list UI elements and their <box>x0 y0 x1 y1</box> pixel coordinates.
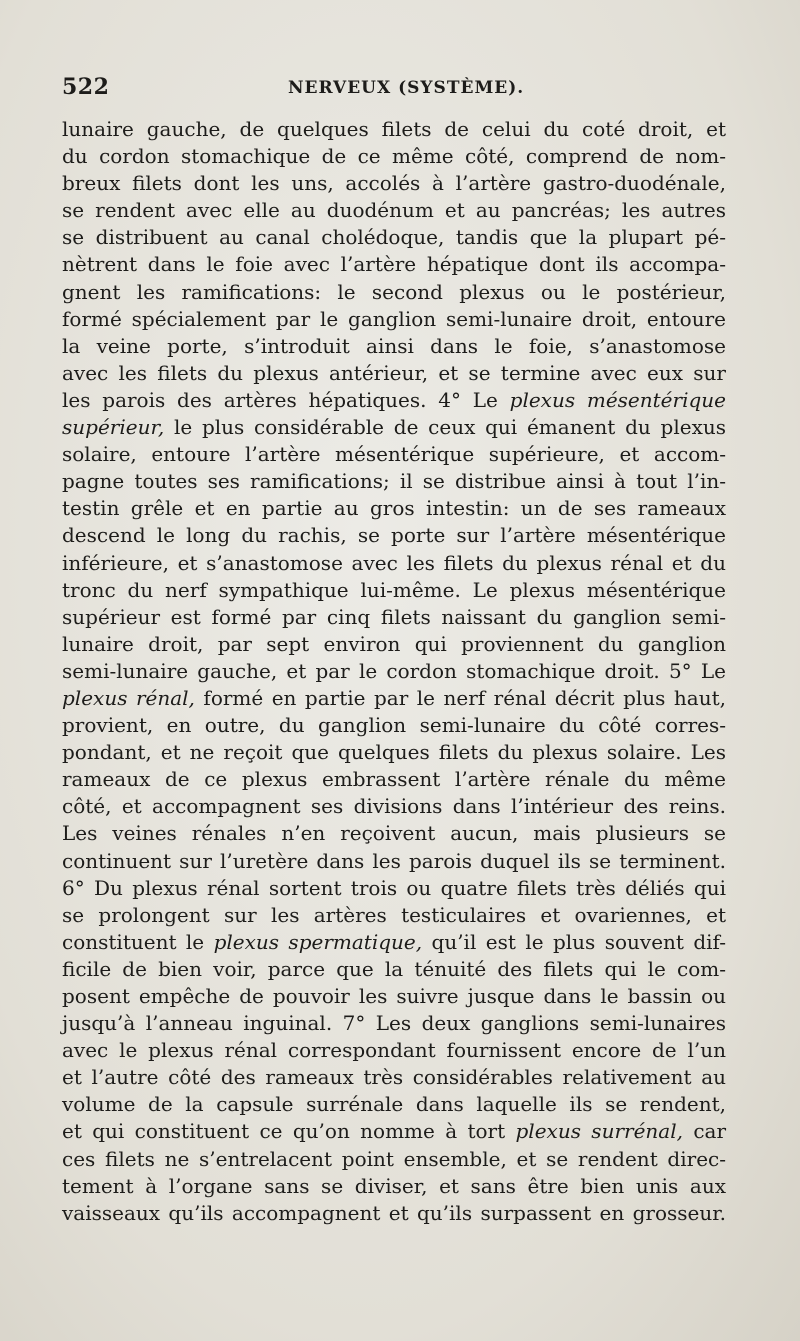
text-line <box>62 1200 726 1227</box>
text-line <box>62 1146 726 1173</box>
text-segment: se distribuent au canal cholédoque, tandis que la plupart pé- <box>62 225 726 250</box>
text-segment: la veine porte, s’introduit ainsi dans le foie, s’anastomose <box>62 333 726 358</box>
text-line <box>62 739 726 766</box>
text-line <box>62 604 726 631</box>
text-segment: et l’autre côté des rameaux très considérables relativement au <box>62 1065 726 1090</box>
text-segment: se rendent avec elle au duodénum et au pancréas; les autres <box>62 198 726 223</box>
text-segment: ces filets ne s’entrelacent point ensemble, et se rendent direc- <box>62 1146 726 1171</box>
text-line <box>62 170 726 197</box>
text-line <box>62 495 726 522</box>
text-segment: avec les filets du plexus antérieur, et se termine avec eux sur <box>62 360 726 385</box>
text-line <box>62 848 726 875</box>
text-line <box>62 414 726 441</box>
italic-term: plexus spermatique, <box>213 929 423 954</box>
text-segment: qu’il est le plus souvent dif- <box>422 929 727 954</box>
text-line <box>62 224 726 251</box>
text-line <box>62 306 726 333</box>
text-line <box>62 875 726 902</box>
text-line <box>62 820 726 847</box>
text-segment: 6° Du plexus rénal sortent trois ou quatre filets très déliés qui <box>62 875 726 900</box>
text-line <box>62 956 726 983</box>
italic-term: supérieur, <box>62 415 165 440</box>
text-line <box>62 631 726 658</box>
text-segment: tronc du nerf sympathique lui-même. Le plexus mésentérique <box>62 577 726 602</box>
text-segment: formé en partie par le nerf rénal décrit plus haut, <box>194 685 726 710</box>
text-segment: se prolongent sur les artères testiculaires et ovariennes, et <box>62 902 726 927</box>
text-line <box>62 1118 726 1145</box>
text-line <box>62 1010 726 1037</box>
text-segment: nètrent dans le foie avec l’artère hépatique dont ils accompa- <box>62 252 726 277</box>
text-line <box>62 685 726 712</box>
text-segment: vaisseaux qu’ils accompagnent et qu’ils surpassent en grosseur. <box>62 1200 726 1225</box>
text-line <box>62 279 726 306</box>
text-segment: et qui constituent ce qu’on nomme à tort <box>62 1119 516 1144</box>
text-segment: continuent sur l’uretère dans les parois duquel ils se terminent. <box>62 848 726 873</box>
text-segment: testin grêle et en partie au gros intestin: un de ses rameaux <box>62 496 726 521</box>
running-head: NERVEUX (SYSTÈME). <box>288 78 525 98</box>
italic-term: plexus surrénal, <box>515 1119 683 1144</box>
text-segment: descend le long du rachis, se porte sur l’artère mésentérique <box>62 523 726 548</box>
body-text <box>62 116 726 1227</box>
text-line <box>62 550 726 577</box>
text-segment: ficile de bien voir, parce que la ténuité des filets qui le com- <box>62 956 726 981</box>
text-line <box>62 1091 726 1118</box>
text-segment: car <box>682 1119 726 1144</box>
text-line <box>62 766 726 793</box>
text-line <box>62 143 726 170</box>
text-line <box>62 793 726 820</box>
text-segment: gnent les ramifications: le second plexus ou le postérieur, <box>62 279 726 304</box>
page-header <box>62 72 732 108</box>
text-segment: avec le plexus rénal correspondant fournissent encore de l’un <box>62 1038 726 1063</box>
text-segment: volume de la capsule surrénale dans laquelle ils se rendent, <box>62 1092 726 1117</box>
italic-term: plexus mésentérique <box>509 387 726 412</box>
text-line <box>62 441 726 468</box>
text-segment: provient, en outre, du ganglion semi-lunaire du côté corres- <box>62 713 726 738</box>
text-segment: tement à l’organe sans se diviser, et sans être bien unis aux <box>62 1173 726 1198</box>
text-segment: du cordon stomachique de ce même côté, comprend de nom- <box>62 144 726 169</box>
text-line <box>62 712 726 739</box>
text-line <box>62 468 726 495</box>
text-line <box>62 522 726 549</box>
text-segment: côté, et accompagnent ses divisions dans l’intérieur des reins. <box>62 794 726 819</box>
text-segment: jusqu’à l’anneau inguinal. 7° Les deux ganglions semi-lunaires <box>62 1011 726 1036</box>
text-segment: les parois des artères hépatiques. 4° Le <box>62 387 510 412</box>
text-segment: breux filets dont les uns, accolés à l’artère gastro-duodénale, <box>62 171 726 196</box>
text-segment: lunaire droit, par sept environ qui proviennent du ganglion <box>62 631 726 656</box>
text-segment: lunaire gauche, de quelques filets de celui du coté droit, et <box>62 117 726 141</box>
text-segment: solaire, entoure l’artère mésentérique supérieure, et accom- <box>62 442 726 467</box>
text-line <box>62 251 726 278</box>
text-line <box>62 1173 726 1200</box>
text-line <box>62 387 726 414</box>
page-number: 522 <box>62 74 110 100</box>
text-line <box>62 360 726 387</box>
italic-term: plexus rénal, <box>62 685 195 710</box>
text-line <box>62 929 726 956</box>
text-line <box>62 1037 726 1064</box>
text-segment: supérieur est formé par cinq filets naissant du ganglion semi- <box>62 604 726 629</box>
text-segment: pagne toutes ses ramifications; il se distribue ainsi à tout l’in- <box>62 469 726 494</box>
text-line <box>62 983 726 1010</box>
text-segment: posent empêche de pouvoir les suivre jusque dans le bassin ou <box>62 984 726 1008</box>
text-segment: pondant, et ne reçoit que quelques filets du plexus solaire. Les <box>62 740 726 765</box>
text-line <box>62 1064 726 1091</box>
text-segment: inférieure, et s’anastomose avec les filets du plexus rénal et du <box>62 550 726 575</box>
text-segment: formé spécialement par le ganglion semi-lunaire droit, entoure <box>62 306 726 331</box>
text-segment: Les veines rénales n’en reçoivent aucun, mais plusieurs se <box>62 821 726 846</box>
text-line <box>62 333 726 360</box>
text-line <box>62 577 726 604</box>
text-segment: le plus considérable de ceux qui émanent du plexus <box>164 415 726 440</box>
text-line <box>62 902 726 929</box>
text-line <box>62 197 726 224</box>
text-segment: semi-lunaire gauche, et par le cordon stomachique droit. 5° Le <box>62 658 726 683</box>
text-segment: rameaux de ce plexus embrassent l’artère rénale du même <box>62 767 726 792</box>
text-segment: constituent le <box>62 929 214 954</box>
text-line <box>62 658 726 685</box>
text-line <box>62 116 726 143</box>
